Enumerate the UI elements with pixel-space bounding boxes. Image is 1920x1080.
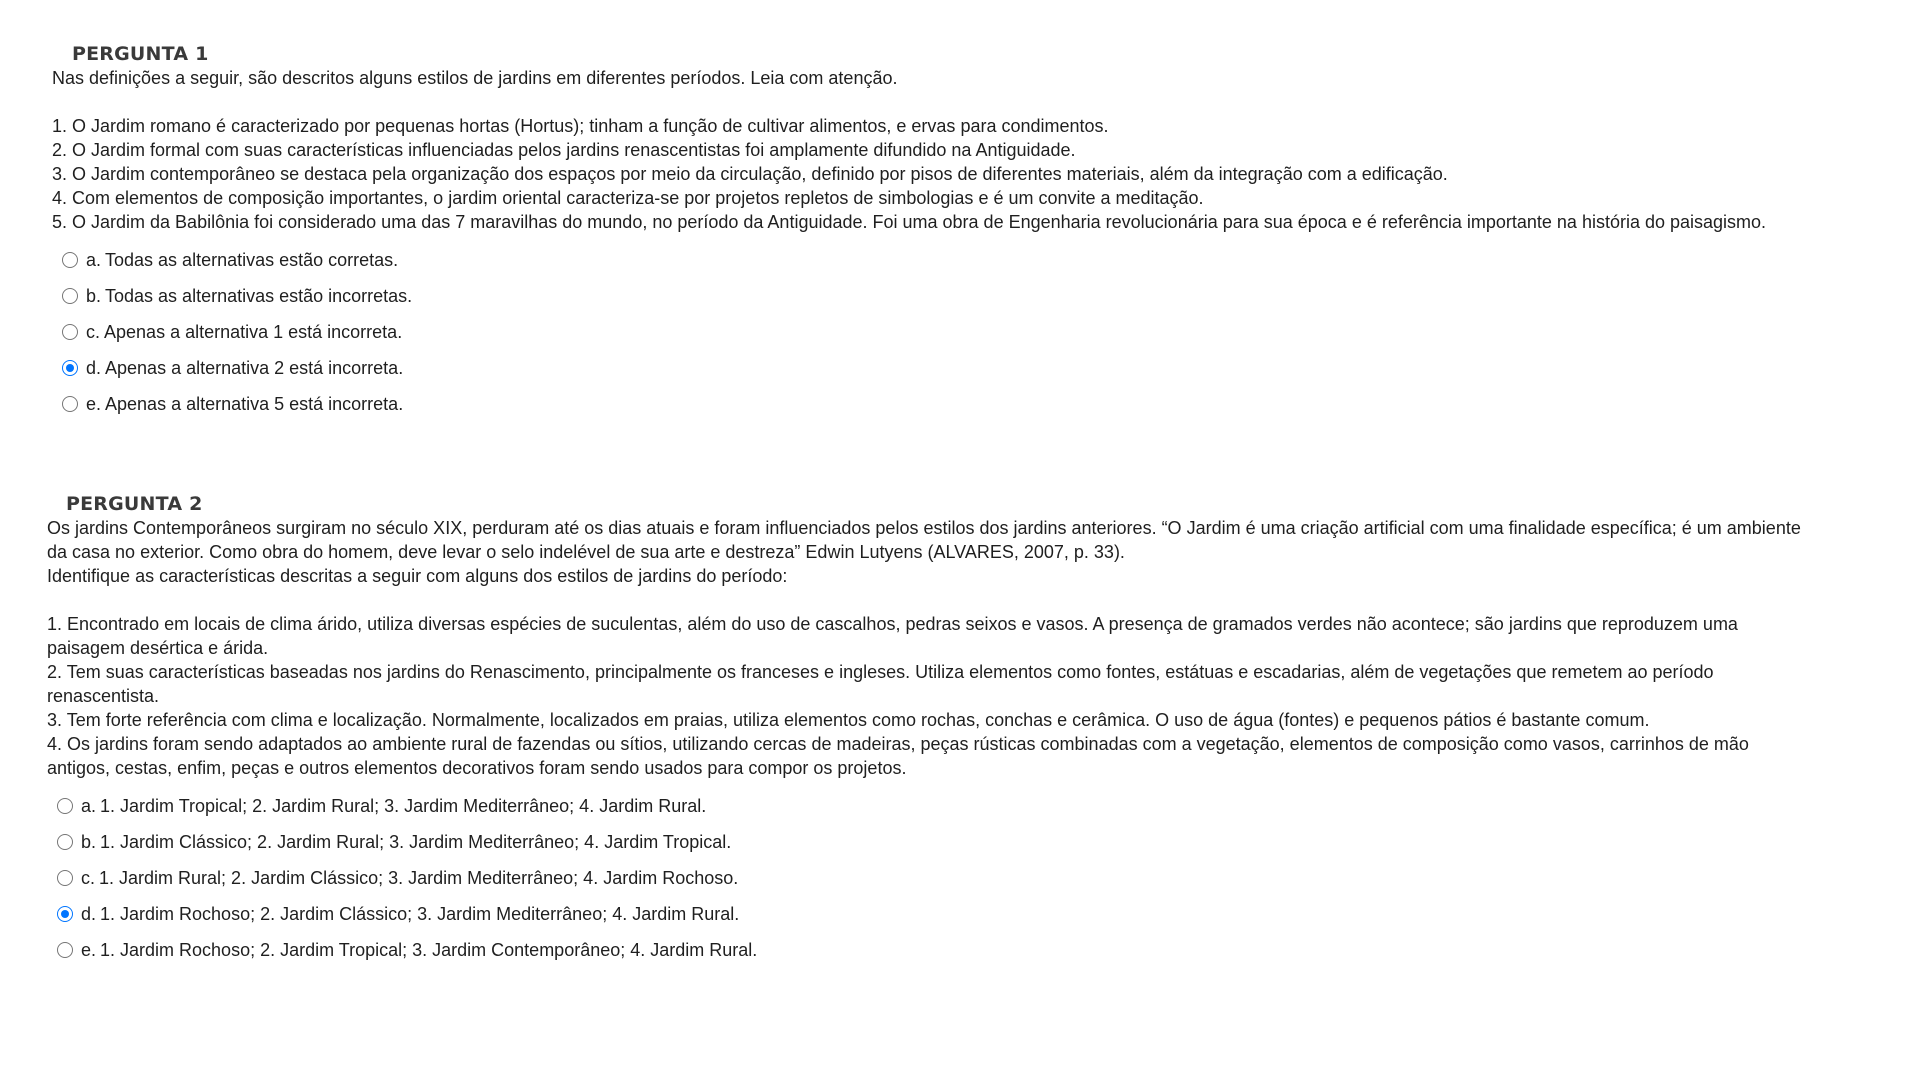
option-text: Todas as alternativas estão corretas. <box>105 249 399 270</box>
option-b[interactable] <box>52 278 1852 314</box>
statement: 1. O Jardim romano é caracterizado por pequenas hortas (Hortus); tinham a função de cultivar alimentos, e ervas para condimentos. <box>52 116 1109 136</box>
option-letter: b. <box>81 831 97 852</box>
question-2-instruction: Identifique as características descritas a seguir com alguns dos estilos de jardins do período: <box>47 566 788 586</box>
option-text: Apenas a alternativa 1 está incorreta. <box>104 321 403 342</box>
statement: 3. O Jardim contemporâneo se destaca pela organização dos espaços por meio da circulação, definido por pisos de diferentes materiais, além da integração com a edificação. <box>52 164 1448 184</box>
option-letter: e. <box>86 393 102 414</box>
option-e[interactable] <box>47 932 1847 968</box>
question-1-text <box>52 66 1812 234</box>
radio-button[interactable] <box>57 798 73 814</box>
question-1-title: PERGUNTA 1 <box>72 43 209 65</box>
option-text: Apenas a alternativa 2 está incorreta. <box>105 357 404 378</box>
question-2-text <box>47 516 1807 780</box>
option-b[interactable] <box>47 824 1847 860</box>
option-letter: e. <box>81 939 97 960</box>
option-text: 1. Jardim Rural; 2. Jardim Clássico; 3. Jardim Mediterrâneo; 4. Jardim Rochoso. <box>99 867 739 888</box>
option-letter: a. <box>86 249 102 270</box>
option-e[interactable] <box>52 386 1852 422</box>
option-letter: c. <box>86 321 101 342</box>
option-d[interactable] <box>52 350 1852 386</box>
radio-button[interactable] <box>62 360 78 376</box>
option-text: Apenas a alternativa 5 está incorreta. <box>105 393 404 414</box>
radio-button[interactable] <box>62 324 78 340</box>
option-a[interactable] <box>52 242 1852 278</box>
option-d[interactable] <box>47 896 1847 932</box>
radio-button[interactable] <box>57 906 73 922</box>
statement: 5. O Jardim da Babilônia foi considerado uma das 7 maravilhas do mundo, no período da Antiguidade. Foi uma obra de Engenharia revolucionária para sua época e é referência importante na história do paisagismo. <box>52 212 1767 232</box>
question-2 <box>47 492 1847 968</box>
question-1-options <box>52 242 1852 422</box>
statement: 1. Encontrado em locais de clima árido, utiliza diversas espécies de suculentas, além do uso de cascalhos, pedras seixos e vasos. A presença de gramados verdes não acontece; são jardins que reproduzem uma paisagem desértica e árida. <box>47 614 1738 658</box>
question-1-intro: Nas definições a seguir, são descritos alguns estilos de jardins em diferentes períodos. Leia com atenção. <box>52 68 898 88</box>
option-text: Todas as alternativas estão incorretas. <box>105 285 413 306</box>
statement: 3. Tem forte referência com clima e localização. Normalmente, localizados em praias, utiliza elementos como rochas, conchas e cerâmica. O uso de água (fontes) e pequenos pátios é bastante comum. <box>47 710 1650 730</box>
statement: 2. Tem suas características baseadas nos jardins do Renascimento, principalmente os franceses e ingleses. Utiliza elementos como fontes, estátuas e escadarias, além de vegetações que remetem ao período renascentista. <box>47 662 1714 706</box>
option-letter: d. <box>86 357 102 378</box>
radio-button[interactable] <box>57 870 73 886</box>
option-c[interactable] <box>47 860 1847 896</box>
question-2-intro: Os jardins Contemporâneos surgiram no século XIX, perduram até os dias atuais e foram influenciados pelos estilos dos jardins anteriores. “O Jardim é uma criação artificial com uma finalidade específica; é um ambiente da casa no exterior. Como obra do homem, deve levar o selo indelével de sua arte e destreza” Edwin Lutyens (ALVARES, 2007, p. 33). <box>47 518 1801 562</box>
radio-button[interactable] <box>57 834 73 850</box>
question-2-options <box>47 788 1847 968</box>
radio-button[interactable] <box>57 942 73 958</box>
radio-button[interactable] <box>62 288 78 304</box>
option-letter: b. <box>86 285 102 306</box>
option-letter: a. <box>81 795 97 816</box>
statement: 2. O Jardim formal com suas características influenciadas pelos jardins renascentistas foi amplamente difundido na Antiguidade. <box>52 140 1076 160</box>
option-letter: d. <box>81 903 97 924</box>
option-text: 1. Jardim Tropical; 2. Jardim Rural; 3. Jardim Mediterrâneo; 4. Jardim Rural. <box>100 795 707 816</box>
option-text: 1. Jardim Rochoso; 2. Jardim Tropical; 3. Jardim Contemporâneo; 4. Jardim Rural. <box>100 939 758 960</box>
question-2-title: PERGUNTA 2 <box>66 493 203 515</box>
statement: 4. Os jardins foram sendo adaptados ao ambiente rural de fazendas ou sítios, utilizando cercas de madeiras, peças rústicas combinadas com a vegetação, elementos de composição como vasos, carrinhos de mão antigos, cestas, enfim, peças e outros elementos decorativos foram sendo usados para compor os projetos. <box>47 734 1749 778</box>
question-1 <box>52 42 1852 422</box>
option-a[interactable] <box>47 788 1847 824</box>
option-text: 1. Jardim Clássico; 2. Jardim Rural; 3. Jardim Mediterrâneo; 4. Jardim Tropical. <box>100 831 732 852</box>
option-c[interactable] <box>52 314 1852 350</box>
statement: 4. Com elementos de composição importantes, o jardim oriental caracteriza-se por projetos repletos de simbologias e é um convite a meditação. <box>52 188 1204 208</box>
option-letter: c. <box>81 867 96 888</box>
option-text: 1. Jardim Rochoso; 2. Jardim Clássico; 3. Jardim Mediterrâneo; 4. Jardim Rural. <box>100 903 740 924</box>
radio-button[interactable] <box>62 252 78 268</box>
radio-button[interactable] <box>62 396 78 412</box>
